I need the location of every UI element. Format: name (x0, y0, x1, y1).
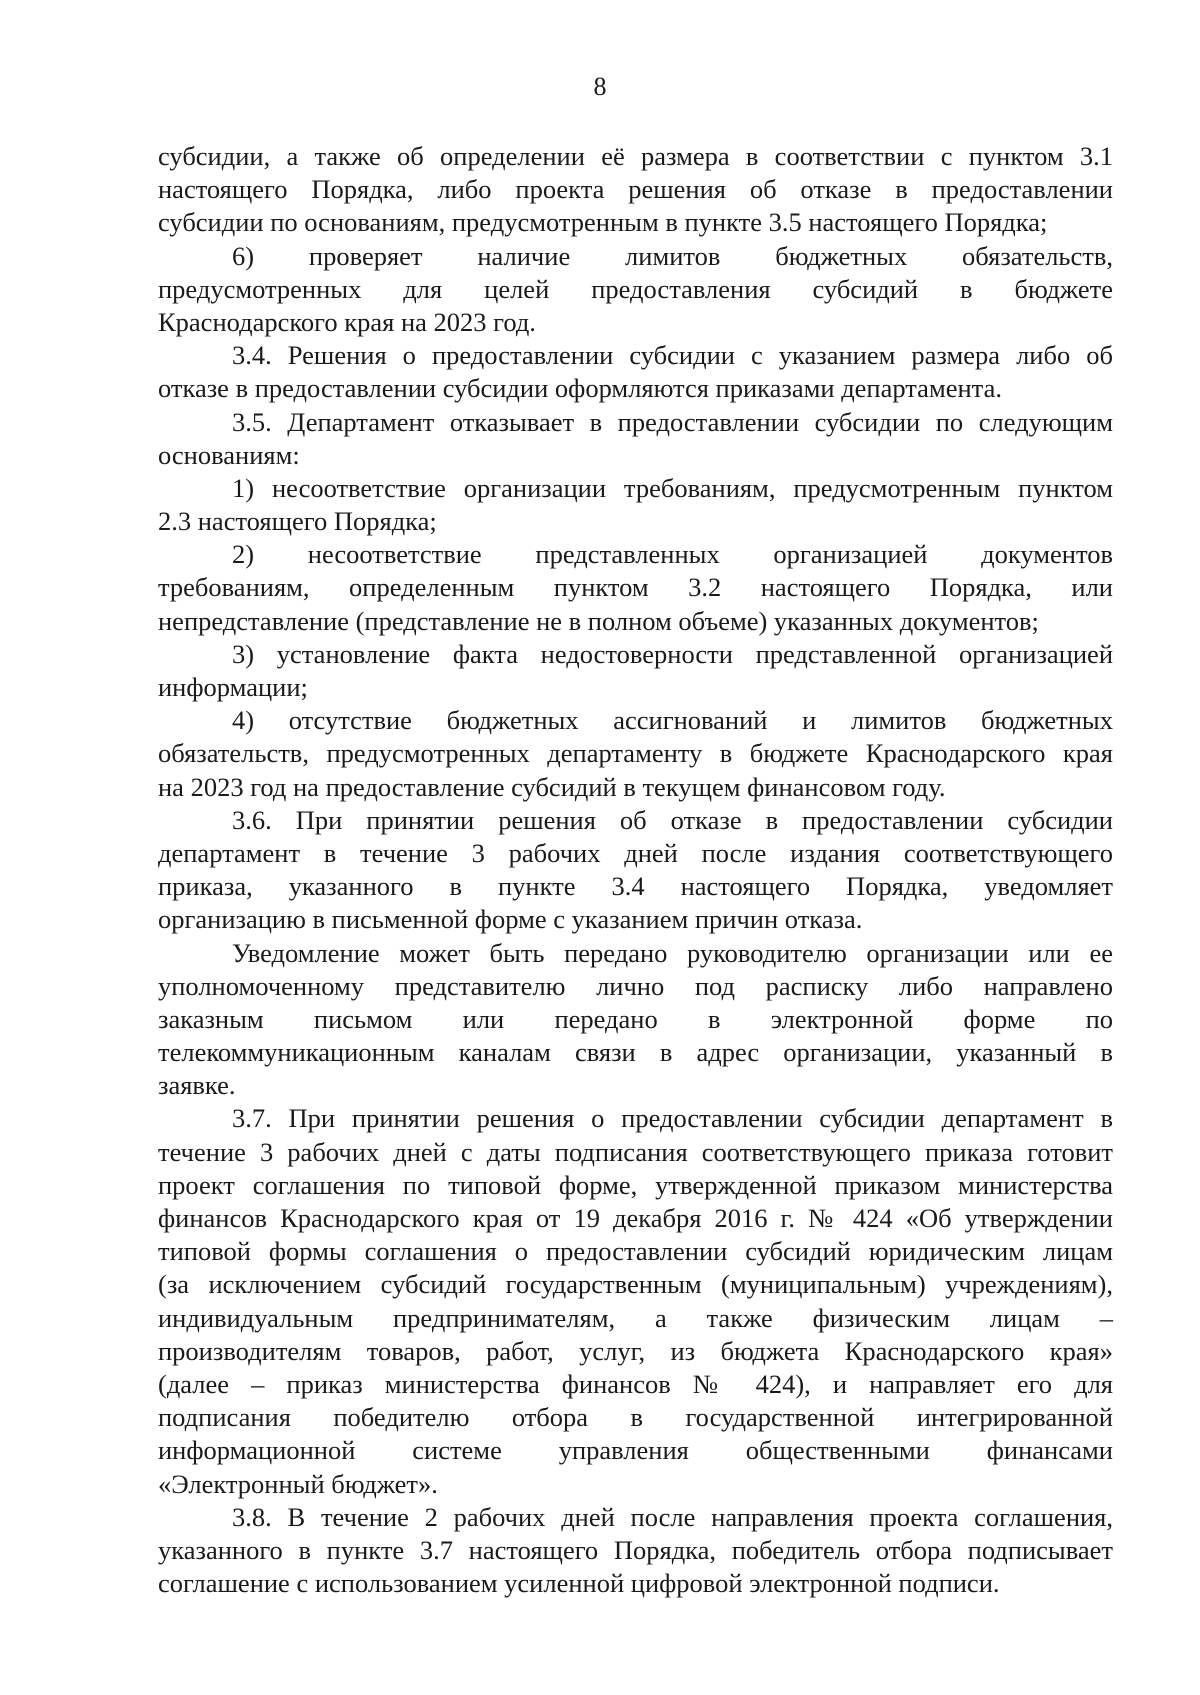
text-line: непредставление (представление не в полном объеме) указанных документов; (158, 605, 1039, 636)
text-line: подписания победителю отбора в государственной интегрированной (158, 1402, 1113, 1433)
text-line: информационной системе управления общественными финансами (158, 1435, 1113, 1466)
text-line: проект соглашения по типовой форме, утвержденной приказом министерства (158, 1169, 1113, 1200)
document-body (158, 140, 1113, 1600)
text-line: 3.6. При принятии решения об отказе в предоставлении субсидии (232, 804, 1113, 835)
text-line: 3.8. В течение 2 рабочих дней после направления проекта соглашения, (232, 1501, 1113, 1532)
text-line: приказа, указанного в пункте 3.4 настоящего Порядка, уведомляет (158, 871, 1113, 902)
text-line: заявке. (158, 1070, 236, 1101)
text-line: (за исключением субсидий государственным (муниципальным) учреждениям), (158, 1269, 1113, 1300)
text-line: 3.4. Решения о предоставлении субсидии с указанием размера либо об (232, 340, 1113, 371)
text-line: телекоммуникационным каналам связи в адрес организации, указанный в (158, 1037, 1113, 1068)
text-line: требованиям, определенным пунктом 3.2 настоящего Порядка, или (158, 572, 1113, 603)
text-line: предусмотренных для целей предоставления субсидий в бюджете (158, 273, 1113, 304)
text-line: информации; (158, 672, 308, 702)
text-line: типовой формы соглашения о предоставлении субсидий юридическим лицам (158, 1236, 1113, 1267)
text-line: 6) проверяет наличие лимитов бюджетных обязательств, (232, 240, 1113, 271)
text-line: организацию в письменной форме с указанием причин отказа. (158, 904, 863, 935)
text-line: 1) несоответствие организации требованиям, предусмотренным пунктом (232, 472, 1113, 503)
text-line: 2.3 настоящего Порядка; (158, 506, 437, 537)
text-line: финансов Краснодарского края от 19 декабря 2016 г. № 424 «Об утверждении (158, 1203, 1113, 1233)
text-line: 4) отсутствие бюджетных ассигнований и лимитов бюджетных (232, 705, 1113, 736)
text-line: (далее – приказ министерства финансов № 424), и направляет его для (158, 1368, 1113, 1399)
text-line: департамент в течение 3 рабочих дней после издания соответствующего (158, 837, 1113, 868)
text-line: настоящего Порядка, либо проекта решения об отказе в предоставлении (158, 174, 1113, 205)
text-line: «Электронный бюджет». (158, 1468, 438, 1499)
text-line: индивидуальным предпринимателям, а также физическим лицам – (158, 1302, 1113, 1333)
text-line: на 2023 год на предоставление субсидий в текущем финансовом году. (158, 771, 946, 802)
text-line: Уведомление может быть передано руководителю организации или ее (232, 937, 1113, 968)
text-line: производителям товаров, работ, услуг, из бюджета Краснодарского края» (158, 1335, 1113, 1366)
text-line: обязательств, предусмотренных департаменту в бюджете Краснодарского края (158, 738, 1113, 769)
text-line: уполномоченному представителю лично под расписку либо направлено (158, 970, 1113, 1001)
text-line: 3.5. Департамент отказывает в предоставлении субсидии по следующим (232, 406, 1113, 437)
text-line: 3.7. При принятии решения о предоставлении субсидии департамент в (232, 1103, 1113, 1134)
text-line: субсидии по основаниям, предусмотренным в пункте 3.5 настоящего Порядка; (158, 207, 1048, 238)
text-line: Краснодарского края на 2023 год. (158, 306, 536, 337)
page-number: 8 (593, 72, 607, 101)
text-line: указанного в пункте 3.7 настоящего Порядка, победитель отбора подписывает (158, 1534, 1113, 1565)
text-line: основаниям: (158, 439, 300, 470)
text-line: соглашение с использованием усиленной цифровой электронной подписи. (158, 1568, 1000, 1599)
text-line: 3) установление факта недостоверности представленной организацией (232, 638, 1113, 669)
text-line: заказным письмом или передано в электронной форме по (158, 1003, 1113, 1034)
text-line: течение 3 рабочих дней с даты подписания соответствующего приказа готовит (158, 1136, 1113, 1167)
text-line: субсидии, а также об определении её размера в соответствии с пунктом 3.1 (158, 141, 1113, 171)
text-line: отказе в предоставлении субсидии оформляются приказами департамента. (158, 373, 1002, 404)
text-line: 2) несоответствие представленных организацией документов (232, 539, 1113, 570)
